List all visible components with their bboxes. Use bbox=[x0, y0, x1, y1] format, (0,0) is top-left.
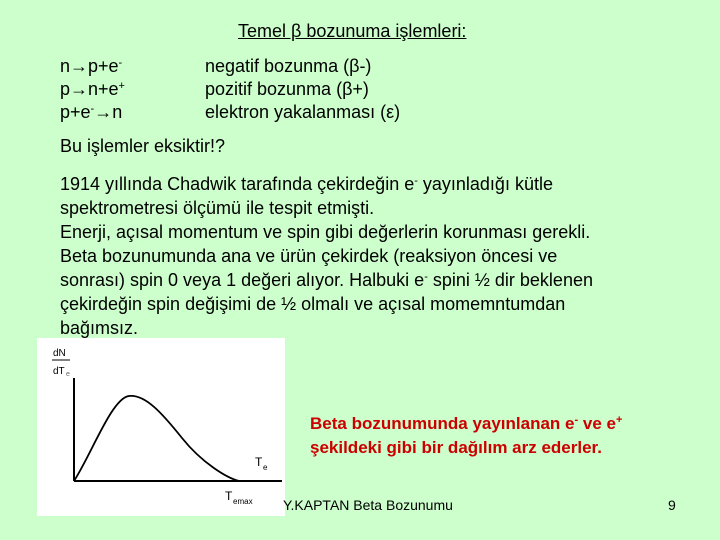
y-label-sub: e bbox=[66, 371, 70, 378]
x-label-sub: e bbox=[263, 463, 268, 472]
paragraph-line: sonrası) spin 0 veya 1 değeri alıyor. Halbuki e- spini ½ dir beklenen bbox=[60, 270, 593, 290]
paragraph-line: çekirdeğin spin değişimi de ½ olmalı ve açısal momemntumdan bbox=[60, 294, 566, 314]
body-paragraph bbox=[60, 172, 670, 340]
reaction-equation: p→n+e+ bbox=[60, 79, 125, 99]
page-number: 9 bbox=[668, 497, 676, 513]
caption-line: Beta bozunumunda yayınlanan e- ve e+ bbox=[310, 414, 623, 433]
paragraph-line: 1914 yıllında Chadwik tarafında çekirdeğin e- yayınladığı kütle bbox=[60, 174, 553, 194]
x-label: T bbox=[255, 455, 263, 469]
reaction-description: negatif bozunma (β-) bbox=[205, 56, 372, 76]
caption-line: şekildeki gibi bir dağılım arz ederler. bbox=[310, 438, 602, 457]
slide-title: Temel β bozunuma işlemleri: bbox=[238, 21, 467, 41]
reaction-equation: p+e-→n bbox=[60, 102, 123, 122]
graph-svg bbox=[37, 338, 285, 516]
y-label-top: dN bbox=[53, 348, 66, 359]
paragraph-line: spektrometresi ölçümü ile tespit etmişti. bbox=[60, 198, 375, 218]
paragraph-line: Beta bozunumunda ana ve ürün çekirdek (reaksiyon öncesi ve bbox=[60, 246, 558, 266]
paragraph-line: bağımsız. bbox=[60, 318, 139, 338]
paragraph-line: Enerji, açısal momentum ve spin gibi değerlerin korunması gerekli. bbox=[60, 222, 591, 242]
footer-text: Y.KAPTAN Beta Bozunumu bbox=[283, 497, 453, 513]
beta-spectrum-graph bbox=[37, 338, 285, 516]
emax-label: T bbox=[225, 489, 233, 503]
reaction-description: elektron yakalanması (ε) bbox=[205, 102, 401, 122]
incomplete-note: Bu işlemler eksiktir!? bbox=[60, 136, 226, 156]
reaction-description: pozitif bozunma (β+) bbox=[205, 79, 369, 99]
emax-sub: emax bbox=[233, 497, 253, 506]
spectrum-curve bbox=[74, 396, 239, 481]
reaction-equation: n→p+e- bbox=[60, 56, 123, 76]
graph-caption bbox=[310, 412, 622, 460]
y-label-bottom: dT bbox=[53, 366, 65, 377]
